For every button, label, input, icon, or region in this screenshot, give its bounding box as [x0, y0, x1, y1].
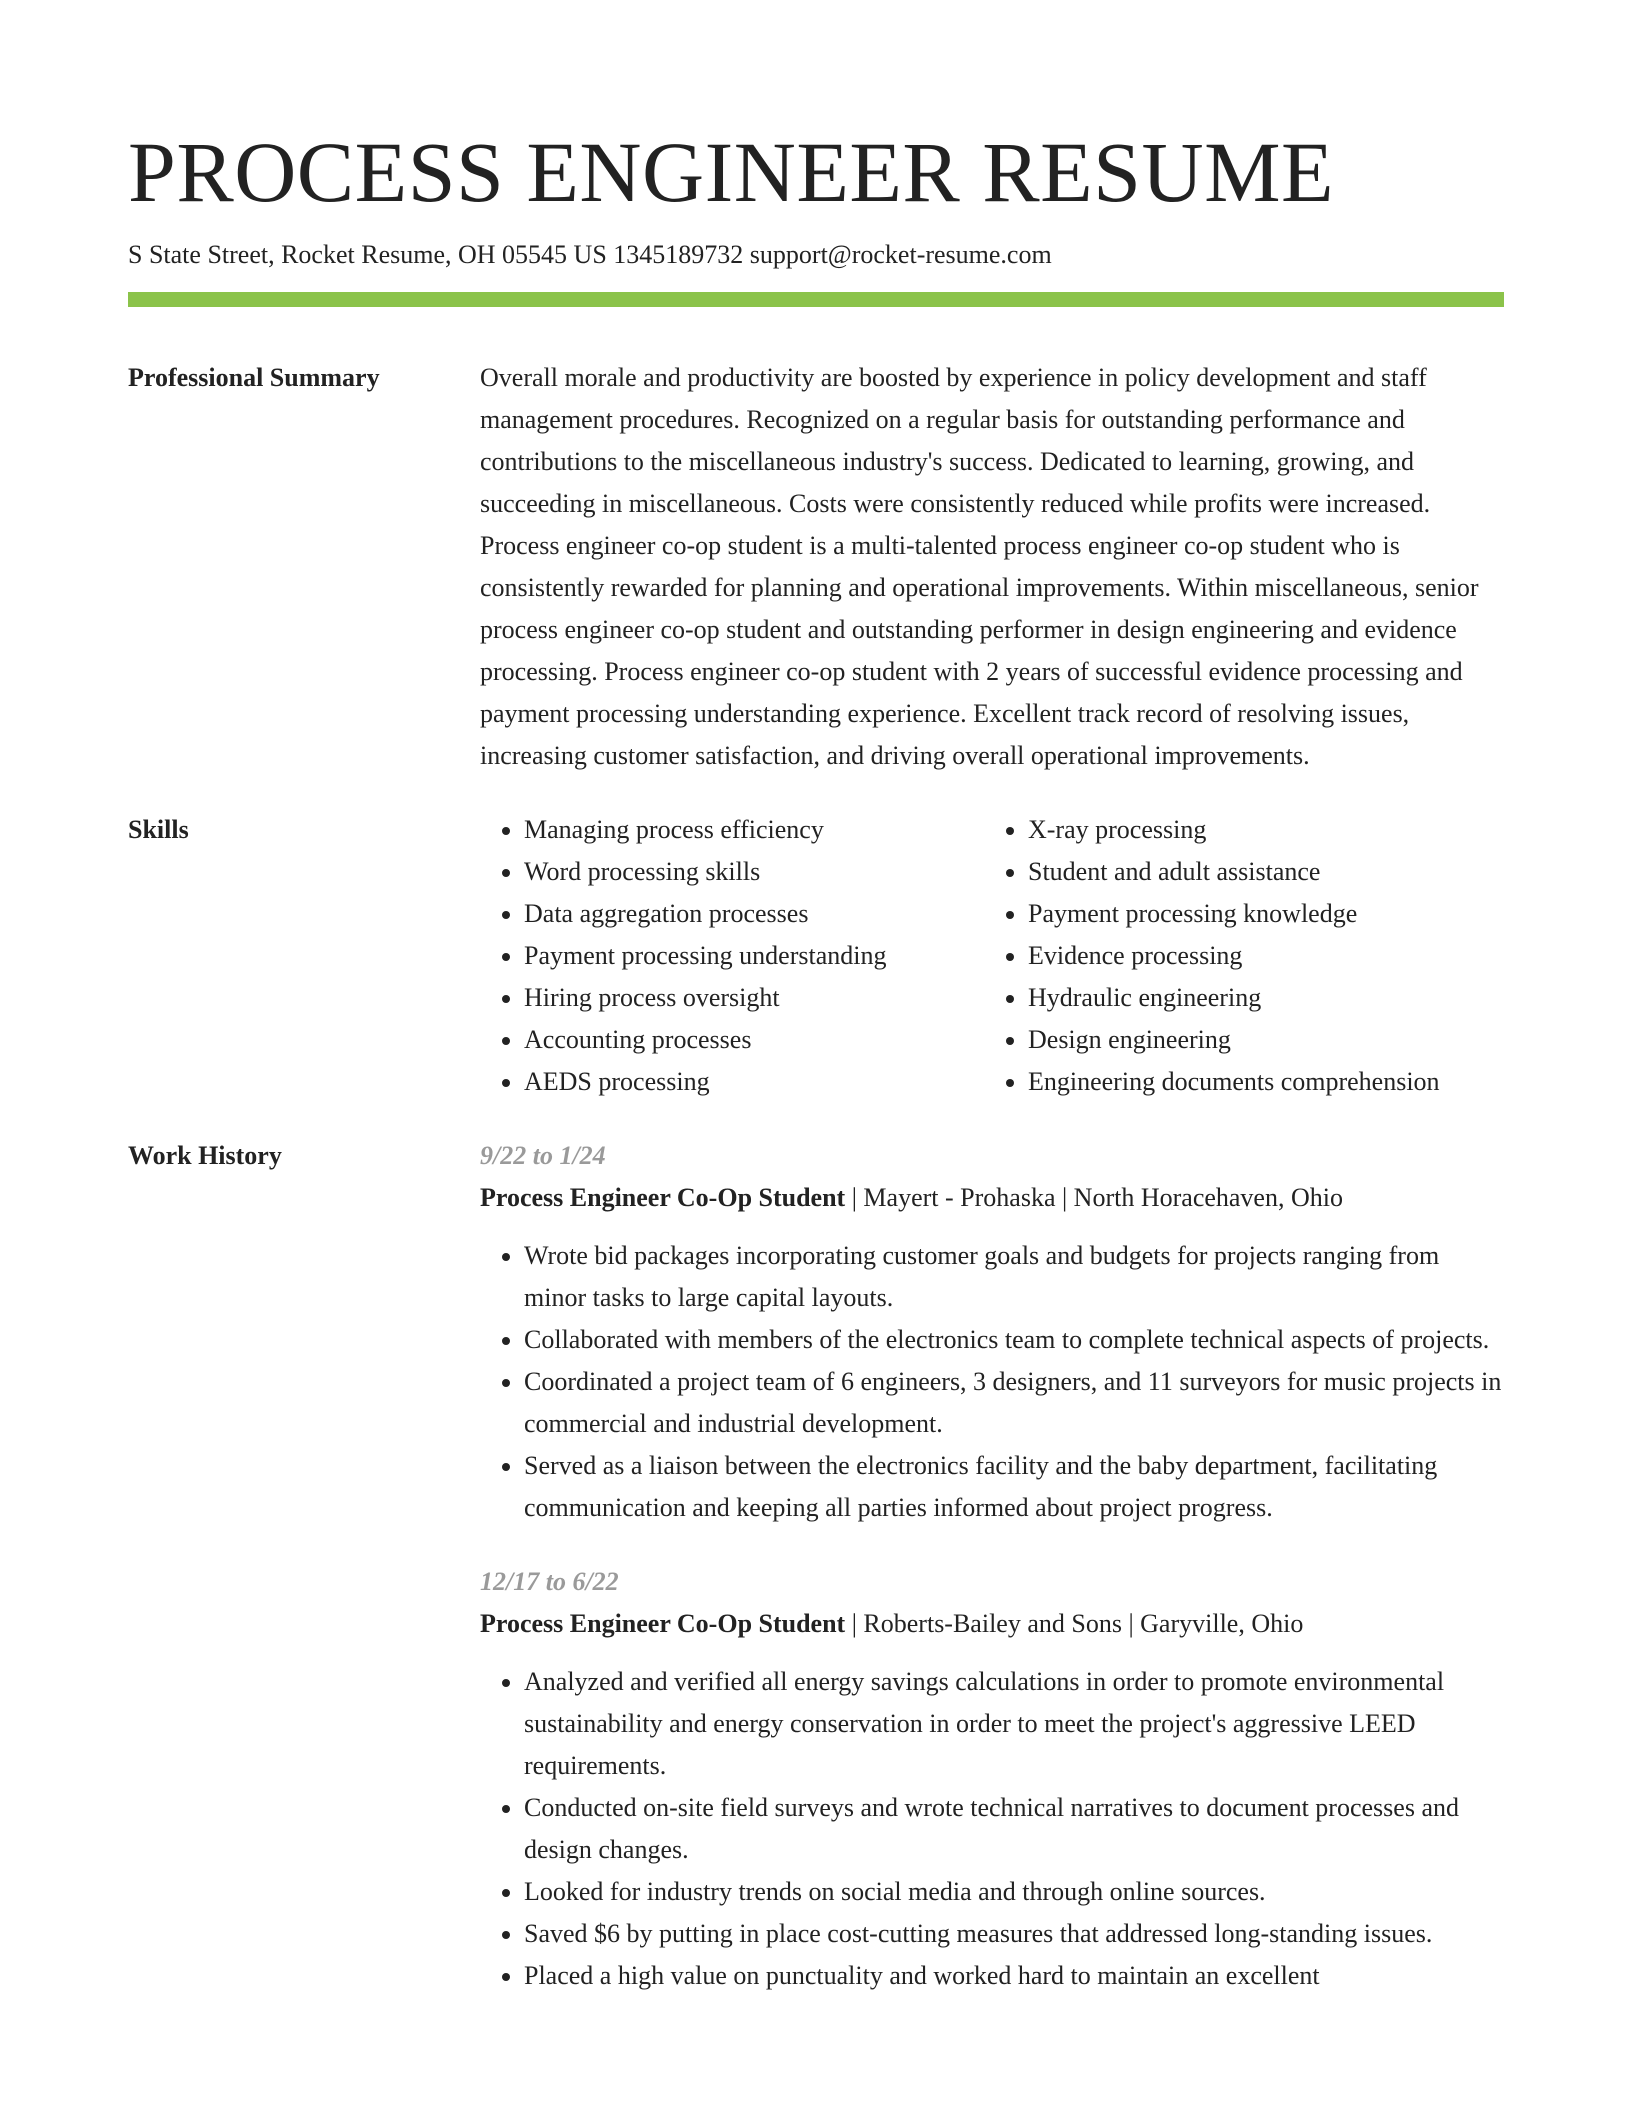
job-bullet: • Saved $6 by putting in place cost-cutting measures that addressed long-standing issues. [524, 1913, 1504, 1955]
skill-item: • Design engineering [1028, 1019, 1488, 1061]
skill-item: • Managing process efficiency [524, 809, 984, 851]
skills-column-left [480, 809, 984, 1103]
skill-item: • Payment processing knowledge [1028, 893, 1488, 935]
job-entry [480, 1561, 1504, 1997]
job-bullet-list [480, 1235, 1504, 1529]
skill-item: • Hiring process oversight [524, 977, 984, 1019]
skill-item: • AEDS processing [524, 1061, 984, 1103]
job-heading [480, 1603, 1504, 1645]
job-bullet: • Wrote bid packages incorporating customer goals and budgets for projects ranging from minor tasks to large capital layouts. [524, 1235, 1504, 1319]
skill-item: • Hydraulic engineering [1028, 977, 1488, 1019]
section-label-work-history: Work History [128, 1141, 282, 1170]
section-label-summary: Professional Summary [128, 363, 380, 392]
job-bullet: • Collaborated with members of the electronics team to complete technical aspects of projects. [524, 1319, 1504, 1361]
skills-grid [480, 809, 1504, 1103]
job-bullet: • Placed a high value on punctuality and worked hard to maintain an excellent [524, 1955, 1504, 1997]
job-bullet: • Coordinated a project team of 6 engineers, 3 designers, and 11 surveyors for music projects in commercial and industrial development. [524, 1361, 1504, 1445]
skill-item: • Accounting processes [524, 1019, 984, 1061]
skills-body [480, 809, 1504, 1103]
header-divider [128, 292, 1504, 307]
skill-item: • Data aggregation processes [524, 893, 984, 935]
resume-page [128, 0, 1504, 1997]
skills-column-right [984, 809, 1488, 1103]
skill-item: • Payment processing understanding [524, 935, 984, 977]
contact-line: S State Street, Rocket Resume, OH 05545 US 1345189732 support@rocket-resume.com [128, 240, 1052, 269]
job-title: Process Engineer Co-Op Student [480, 1609, 846, 1638]
professional-summary-section [128, 357, 1504, 777]
resume-title: PROCESS ENGINEER RESUME [128, 124, 1335, 220]
section-label-skills: Skills [128, 815, 189, 844]
summary-body [480, 357, 1504, 777]
job-employer-location: | Roberts-Bailey and Sons | Garyville, Ohio [845, 1609, 1304, 1638]
job-bullet: • Analyzed and verified all energy savings calculations in order to promote environmental sustainability and energy conservation in order to meet the project's aggressive LEED requirements. [524, 1661, 1504, 1787]
job-dates: 12/17 to 6/22 [480, 1567, 619, 1596]
job-bullet: • Looked for industry trends on social media and through online sources. [524, 1871, 1504, 1913]
job-bullet: • Served as a liaison between the electronics facility and the baby department, facilitating communication and keeping all parties informed about project progress. [524, 1445, 1504, 1529]
job-bullet-list [480, 1661, 1504, 1997]
skill-item: • Word processing skills [524, 851, 984, 893]
skill-item: • Evidence processing [1028, 935, 1488, 977]
job-dates: 9/22 to 1/24 [480, 1141, 606, 1170]
skill-item: • X-ray processing [1028, 809, 1488, 851]
job-bullet: • Conducted on-site field surveys and wrote technical narratives to document processes and design changes. [524, 1787, 1504, 1871]
job-entry [480, 1135, 1504, 1529]
job-employer-location: | Mayert - Prohaska | North Horacehaven, Ohio [845, 1183, 1343, 1212]
job-heading [480, 1177, 1504, 1219]
job-title: Process Engineer Co-Op Student [480, 1183, 846, 1212]
skill-item: • Student and adult assistance [1028, 851, 1488, 893]
skill-item: • Engineering documents comprehension [1028, 1061, 1488, 1103]
work-history-body [480, 1135, 1504, 1997]
work-history-section [128, 1135, 1504, 1997]
summary-text: Overall morale and productivity are boosted by experience in policy development and staff management procedures. Recognized on a regular basis for outstanding performance and contributions to the miscellaneous industry's success. Dedicated to learning, growing, and succeeding in miscellaneous. Costs were consistently reduced while profits were increased. Process engineer co-op student is a multi-talented process engineer co-op student who is consistently rewarded for planning and operational improvements. Within miscellaneous, senior process engineer co-op student and outstanding performer in design engineering and evidence processing. Process engineer co-op student with 2 years of successful evidence processing and payment processing understanding experience. Excellent track record of resolving issues, increasing customer satisfaction, and driving overall operational improvements. [480, 363, 1479, 770]
skills-section [128, 809, 1504, 1103]
